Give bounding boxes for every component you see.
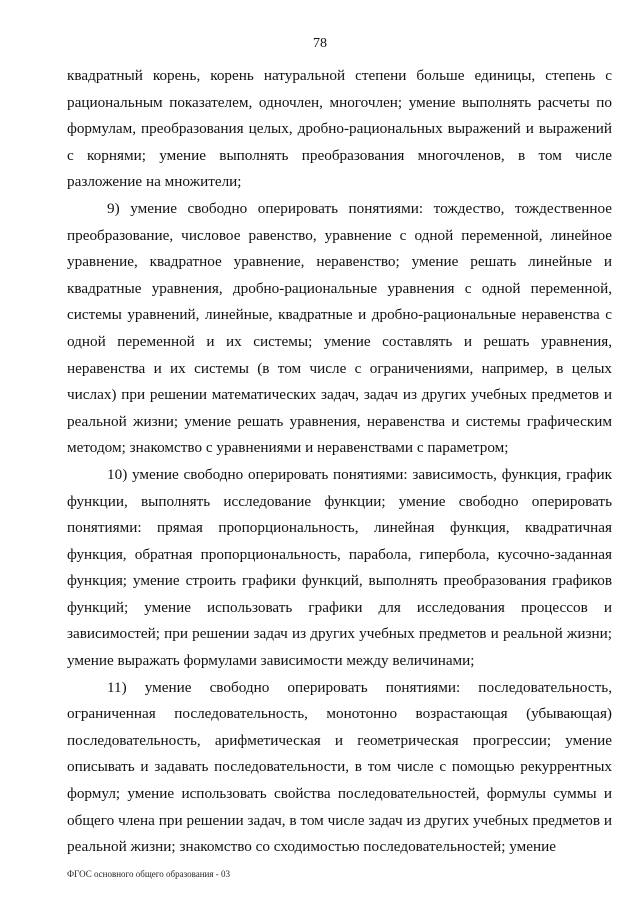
page-number: 78: [313, 36, 327, 51]
paragraph-item-10: 10) умение свободно оперировать понятиями: зависимость, функция, график функции, выполнять исследование функции; умение свободно оперировать понятиями: прямая пропорциональность, линейная функция, квадратичная функция, обратная пропорциональность, парабола, гипербола, кусочно-заданная функция; умение строить графики функций, выполнять преобразования графиков функций; умение использовать графики для исследования процессов и зависимостей; при решении задач из других учебных предметов и реальной жизни; умение выражать формулами зависимости между величинами;: [67, 465, 612, 670]
paragraph-item-11: 11) умение свободно оперировать понятиями: последовательность, ограниченная последовательность, монотонно возрастающая (убывающая) последовательность, арифметическая и геометрическая прогрессии; умение описывать и задавать последовательности, в том числе с помощью рекуррентных формул; умение использовать свойства последовательностей, формулы суммы и общего члена при решении задач, в том числе задач из других учебных предметов и реальной жизни; знакомство со сходимостью последовательностей; умение: [67, 678, 612, 856]
body-text: [67, 63, 612, 861]
paragraph-item-9: 9) умение свободно оперировать понятиями: тождество, тождественное преобразование, числовое равенство, уравнение с одной переменной, линейное уравнение, квадратное уравнение, неравенство; умение решать линейные и квадратные уравнения, дробно-рациональные уравнения с одной переменной, системы уравнений, линейные, квадратные и дробно-рациональные неравенства с одной переменной и их системы; умение составлять и решать уравнения, неравенства и их системы (в том числе с ограничениями, например, в целых числах) при решении математических задач, задач из других учебных предметов и реальной жизни; умение решать уравнения, неравенства и системы графическим методом; знакомство с уравнениями и неравенствами с параметром;: [67, 199, 612, 457]
footer-text: ФГОС основного общего образования - 03: [67, 869, 230, 879]
paragraph-continuation: квадратный корень, корень натуральной степени больше единицы, степень с рациональным показателем, одночлен, многочлен; умение выполнять расчеты по формулам, преобразования целых, дробно-рациональных выражений и выражений с корнями; умение выполнять преобразования многочленов, в том числе разложение на множители;: [67, 67, 612, 191]
